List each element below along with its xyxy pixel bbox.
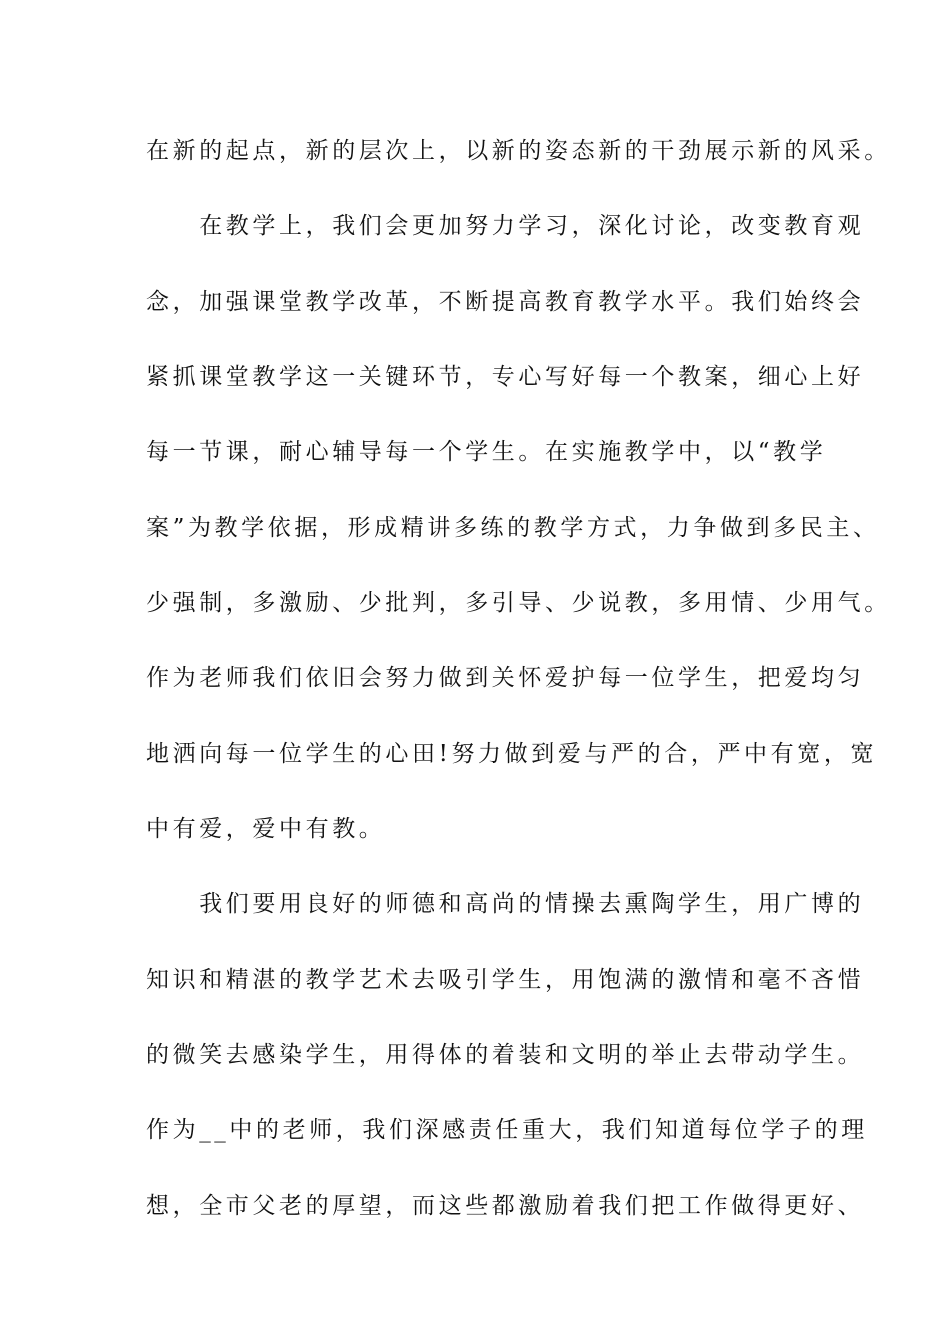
text-line-7: 少强制，多激励、少批判，多引导、少说教，多用情、少用气。 [146, 590, 891, 616]
text-line-4: 紧抓课堂教学这一关键环节，专心写好每一个教案，细心上好 [146, 364, 865, 390]
text-line-8: 作为老师我们依旧会努力做到关怀爱护每一位学生，把爱均匀 [146, 665, 865, 691]
text-line-15: 想，全市父老的厚望，而这些都激励着我们把工作做得更好、 [146, 1193, 865, 1219]
text-line-14: 作为__中的老师，我们深感责任重大，我们知道每位学子的理 [146, 1117, 868, 1143]
text-line-6: 案”为教学依据，形成精讲多练的教学方式，力争做到多民主、 [146, 515, 880, 541]
text-line-5: 每一节课，耐心辅导每一个学生。在实施教学中，以“教学 [146, 439, 827, 465]
text-line-2: 在教学上，我们会更加努力学习，深化讨论，改变教育观 [146, 213, 865, 239]
text-line-9: 地洒向每一位学生的心田!努力做到爱与严的合，严中有宽，宽 [146, 741, 878, 767]
text-line-3: 念，加强课堂教学改革，不断提高教育教学水平。我们始终会 [146, 289, 865, 315]
text-line-12: 知识和精湛的教学艺术去吸引学生，用饱满的激情和毫不吝惜 [146, 967, 865, 993]
text-line-10: 中有爱，爱中有教。 [146, 816, 386, 842]
text-line-11: 我们要用良好的师德和高尚的情操去熏陶学生，用广博的 [146, 891, 865, 917]
text-line-1: 在新的起点，新的层次上，以新的姿态新的干劲展示新的风采。 [146, 138, 891, 164]
text-line-13: 的微笑去感染学生，用得体的着装和文明的举止去带动学生。 [146, 1042, 865, 1068]
